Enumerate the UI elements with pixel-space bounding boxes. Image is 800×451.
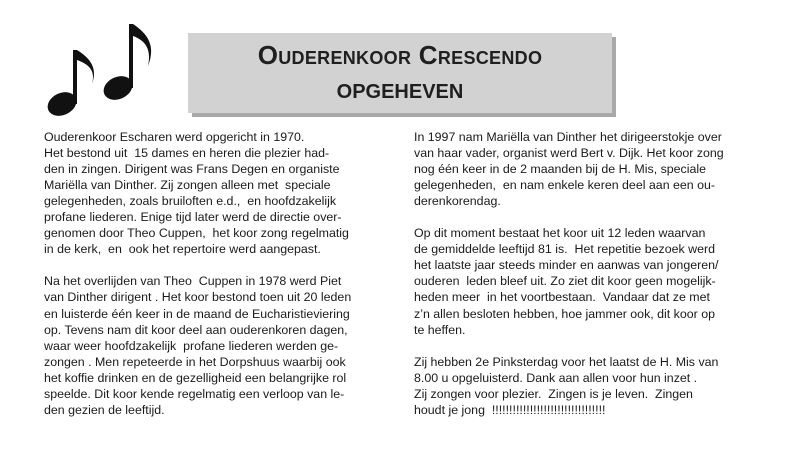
right-column	[414, 129, 770, 418]
text-line: speelde. Dit koor kende regelmatig een verloop van le-	[44, 386, 345, 401]
text-line: van haar vader, organist werd Bert v. Dijk. Het koor zong	[414, 146, 724, 161]
text-line: Na het overlijden van Theo Cuppen in 1978 werd Piet	[44, 274, 342, 289]
paragraph-spacer	[44, 257, 394, 273]
text-line: den in zingen. Dirigent was Frans Degen en organiste	[44, 162, 340, 177]
text-line: Het bestond uit 15 dames en heren die plezier had-	[44, 146, 330, 161]
paragraph	[44, 129, 394, 257]
title-banner	[188, 33, 612, 113]
text-line: van Dinther dirigent . Het koor bestond toen uit 20 leden	[44, 290, 352, 305]
paragraph-spacer	[414, 338, 770, 354]
text-line: nog één keer in de 2 maanden bij de H. Mis, speciale	[414, 162, 707, 177]
text-line: het koffie drinken en de gezelligheid een belangrijke rol	[44, 370, 347, 385]
text-line: 8.00 u opgeluisterd. Dank aan allen voor hun inzet .	[414, 370, 698, 385]
page-subtitle: OPGEHEVEN	[336, 81, 464, 103]
text-line: ouderen leden bleef uit. Zo ziet dit koor geen mogelijk-	[414, 274, 716, 289]
paragraph	[44, 273, 394, 417]
text-line: het laatste jaar steeds minder en aanwas van jongeren/	[414, 258, 719, 273]
text-line: de gemiddelde leeftijd 81 is. Het repetitie bezoek werd	[414, 242, 715, 257]
text-line: Ouderenkoor Escharen werd opgericht in 1970.	[44, 130, 305, 144]
text-line: Zij hebben 2e Pinksterdag voor het laatst de H. Mis van	[414, 354, 719, 369]
music-notes-icon	[40, 18, 160, 122]
text-line: waar weer hoofdzakelijk profane liederen werden ge-	[44, 338, 339, 353]
text-line: heden meer in het voortbestaan. Vandaar dat ze met	[414, 290, 710, 305]
page-title: Ouderenkoor Crescendo	[257, 40, 543, 70]
text-line: Mariëlla van Dinther. Zij zongen alleen met speciale	[44, 178, 331, 193]
text-line: op. Tevens nam dit koor deel aan ouderenkoren dagen,	[44, 322, 348, 337]
text-line: gelegenheden, zoals bruiloften e.d., en hoofdzakelijk	[44, 194, 337, 209]
text-line: Zij zongen voor plezier. Zingen is je leven. Zingen	[414, 386, 693, 401]
left-column	[44, 129, 394, 418]
text-line: z’n allen besloten hebben, hoe jammer ook, dit koor op	[414, 306, 716, 321]
text-line: houdt je jong !!!!!!!!!!!!!!!!!!!!!!!!!!!!!!!!!	[414, 402, 606, 417]
text-line: en luisterde één keer in de maand de Eucharistieviering	[44, 306, 350, 321]
paragraph	[414, 354, 770, 418]
text-line: In 1997 nam Mariëlla van Dinther het dirigeerstokje over	[414, 130, 722, 144]
text-line: genomen door Theo Cuppen, het koor zong regelmatig	[44, 226, 349, 241]
text-line: te heffen.	[414, 322, 466, 337]
text-line: den gezien de leeftijd.	[44, 402, 165, 417]
text-line: gelegenheden, en nam enkele keren deel aan een ou-	[414, 178, 716, 193]
text-line: Op dit moment bestaat het koor uit 12 leden waarvan	[414, 226, 706, 241]
paragraph	[414, 129, 770, 209]
text-line: derenkorendag.	[414, 194, 501, 209]
text-line: profane liederen. Enige tijd later werd de directie over-	[44, 210, 342, 225]
text-line: zongen . Men repeteerde in het Dorpshuus waarbij ook	[44, 354, 346, 369]
paragraph-spacer	[414, 209, 770, 225]
paragraph	[414, 225, 770, 337]
text-line: in de kerk, en ook het repertoire werd aangepast.	[44, 242, 321, 257]
